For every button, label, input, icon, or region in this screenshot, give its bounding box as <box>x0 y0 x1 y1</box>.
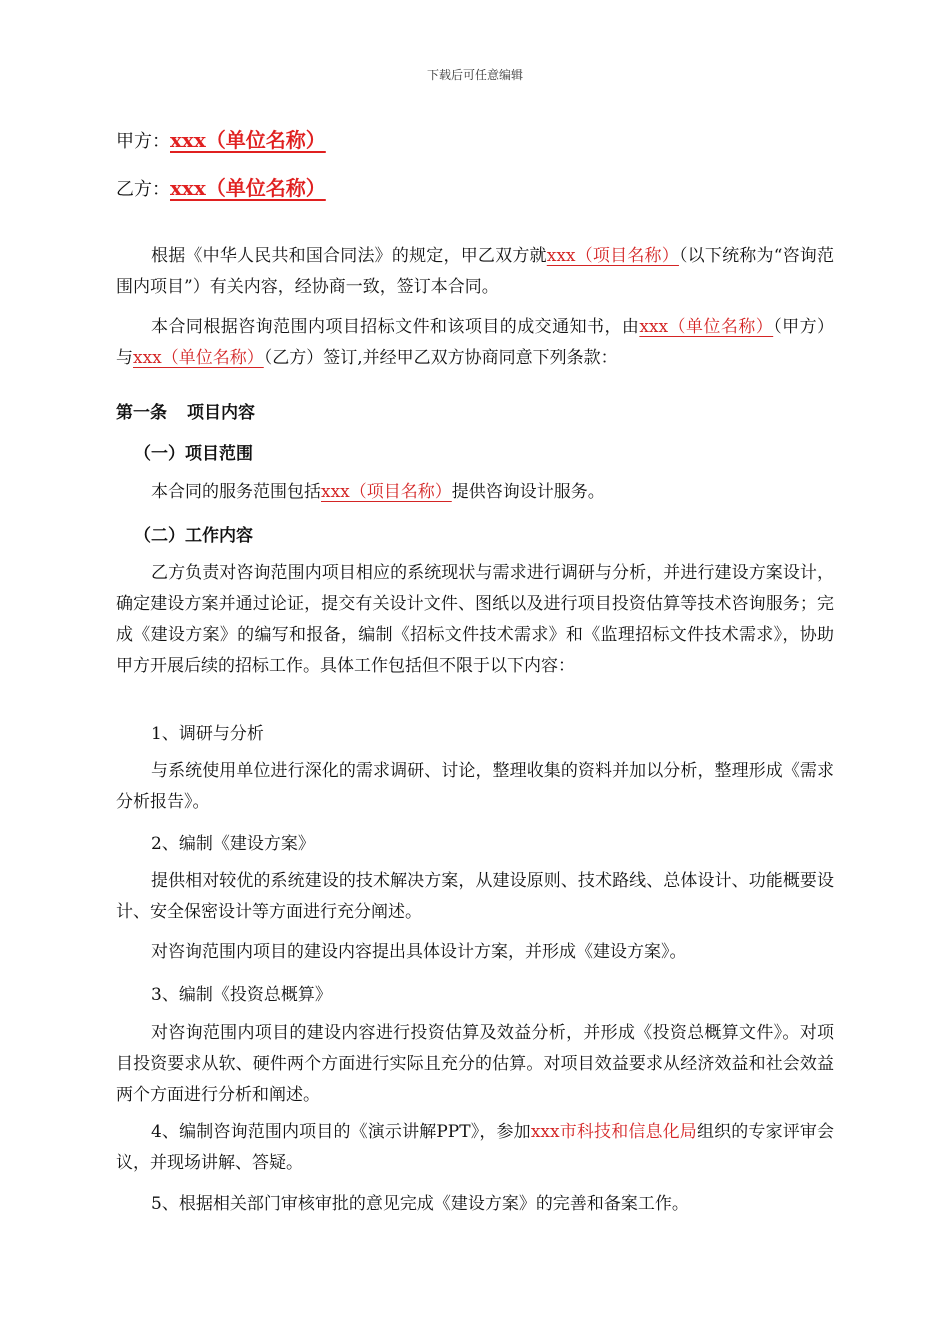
intro1-text-2: （以下统称为“咨询范围内项目”）有关内容，经协商一致，签订本合同。 <box>116 246 835 297</box>
header-note: 下载后可任意编辑 <box>426 68 523 82</box>
scope-text-2: 提供咨询设计服务。 <box>451 482 605 502</box>
party-a <box>116 124 326 153</box>
work-description: 乙方负责对咨询范围内项目相应的系统现状与需求进行调研与分析，并进行建设方案设计，确定建设方案并通过论证，提交有关设计文件、图纸以及进行项目投资估算等技术咨询服务；完成《建设方案》的编写和报备，编制《招标文件技术需求》和《监理招标文件技术需求》，协助甲方开展后续的招标工作。具体工作包括但不限于以下内容： <box>116 563 834 676</box>
item-2-text-2: 对咨询范围内项目的建设内容提出具体设计方案，并形成《建设方案》。 <box>151 942 687 962</box>
article-1-title: 项目内容 <box>187 403 255 423</box>
article-1-number: 第一条 <box>116 403 167 423</box>
item-5-paragraph: 5、根据相关部门审核审批的意见完成《建设方案》的完善和备案工作。 <box>151 1194 689 1214</box>
section-2-heading: （二）工作内容 <box>134 526 253 546</box>
party-a-label: 甲方： <box>116 131 170 152</box>
intro2-unit-a: xxx（单位名称） <box>639 317 774 337</box>
item-3-title: 3、编制《投资总概算》 <box>151 985 332 1005</box>
scope-project-name: xxx（项目名称） <box>321 482 452 502</box>
item-1-title: 1、调研与分析 <box>151 724 264 744</box>
item-4-paragraph <box>116 1117 834 1179</box>
intro2-text-3: （乙方）签订,并经甲乙双方协商同意下列条款： <box>263 348 618 368</box>
party-b-label: 乙方： <box>116 179 170 200</box>
party-b <box>116 172 326 201</box>
intro1-project-name: xxx（项目名称） <box>546 246 679 266</box>
intro2-text-1: 本合同根据咨询范围内项目招标文件和该项目的成交通知书，由 <box>151 317 640 337</box>
party-b-value: xxx（单位名称） <box>170 176 326 200</box>
scope-paragraph <box>116 477 834 508</box>
article-1-heading <box>116 398 255 423</box>
intro2-unit-b: xxx（单位名称） <box>133 348 264 368</box>
item-2-title: 2、编制《建设方案》 <box>151 834 315 854</box>
item-4-text-2: 组织的专家评审会议，并现场讲解、答疑。 <box>116 1122 835 1173</box>
scope-text-1: 本合同的服务范围包括 <box>151 482 321 502</box>
item-3-text: 对咨询范围内项目的建设内容进行投资估算及效益分析，并形成《投资总概算文件》。对项目投资要求从软、硬件两个方面进行实际且充分的估算。对项目效益要求从经济效益和社会效益两个方面进行分析和阐述。 <box>116 1023 834 1105</box>
item-4-org: xxx市科技和信息化局 <box>530 1122 697 1142</box>
item-1-text: 与系统使用单位进行深化的需求调研、讨论，整理收集的资料并加以分析，整理形成《需求分析报告》。 <box>116 761 834 812</box>
section-1-heading: （一）项目范围 <box>134 444 253 464</box>
item-2-text-1: 提供相对较优的系统建设的技术解决方案，从建设原则、技术路线、总体设计、功能概要设计、安全保密设计等方面进行充分阐述。 <box>116 871 834 922</box>
intro1-text-1: 根据《中华人民共和国合同法》的规定，甲乙双方就 <box>151 246 547 266</box>
intro2-text-2: （甲方）与 <box>116 317 835 368</box>
intro-paragraph-1 <box>116 241 834 303</box>
party-a-value: xxx（单位名称） <box>170 128 326 152</box>
item-4-text-1: 4、编制咨询范围内项目的《演示讲解PPT》，参加 <box>151 1122 531 1142</box>
intro-paragraph-2 <box>116 312 834 374</box>
